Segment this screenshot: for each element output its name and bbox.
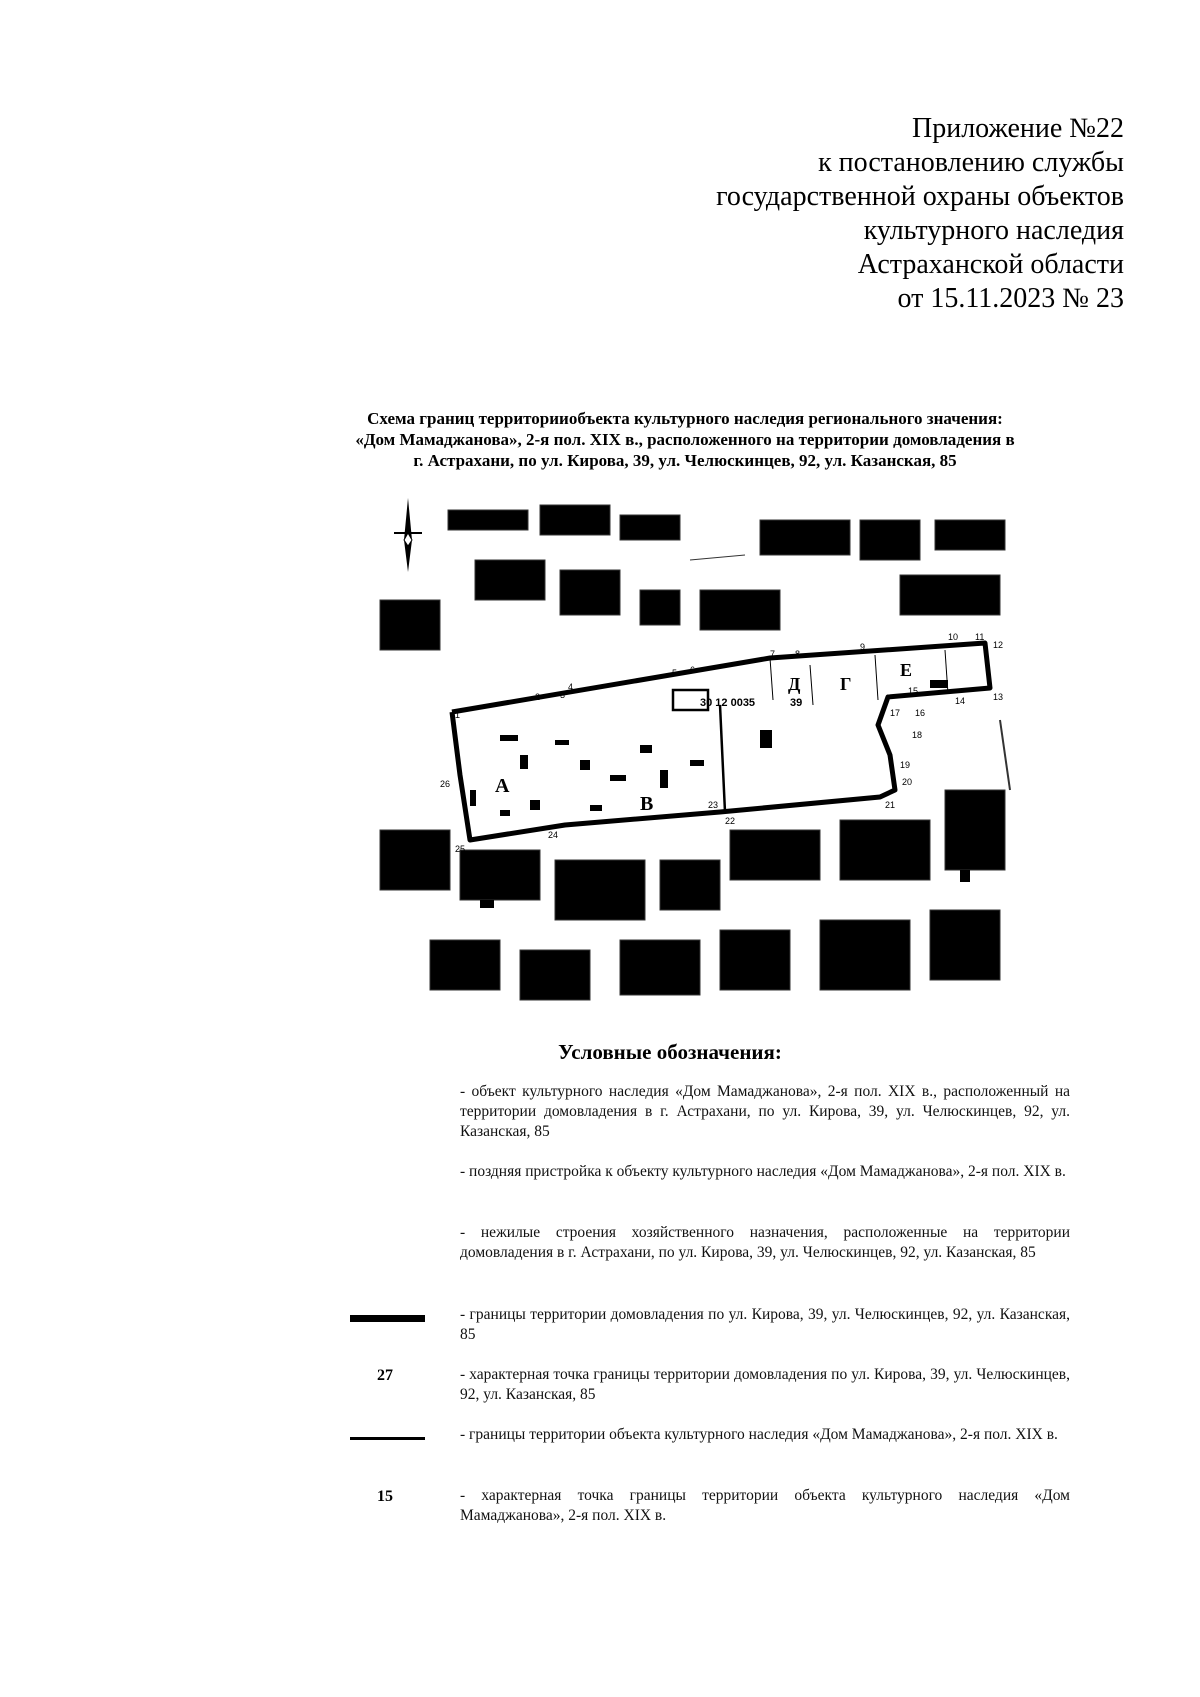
- building-label-a: А: [495, 775, 510, 797]
- point-label: 2: [535, 692, 541, 702]
- appendix-number: Приложение №22: [912, 113, 1124, 144]
- north-arrow-icon: [394, 498, 422, 572]
- building-label-e: Е: [900, 660, 913, 680]
- scheme-title-line: Схема границ территорииобъекта культурного наследия регионального значения:: [367, 409, 1003, 428]
- point-label: 12: [993, 640, 1004, 650]
- legend-text: - нежилые строения хозяйственного назначения, расположенные на территории домовладения в г. Астрахани, по ул. Кирова, 39, ул. Челюскинцев, 92, ул. Казанская, 85: [460, 1224, 1070, 1261]
- point-label: 26: [440, 779, 451, 789]
- legend-symbol: [345, 1162, 425, 1192]
- building-label-g: Г: [840, 674, 852, 694]
- appendix-ref-line: Астраханской области: [857, 249, 1124, 280]
- legend-point-number: 15: [377, 1488, 393, 1505]
- point-number-symbol: [345, 1365, 425, 1395]
- point-label: 3: [560, 690, 566, 700]
- building-label-d: Д: [788, 674, 801, 694]
- point-label: 16: [915, 708, 926, 718]
- legend-text: - объект культурного наследия «Дом Мамаджанова», 2-я пол. XIX в., расположенный на территории домовладения в г. Астрахани, по ул. Кирова, 39, ул. Челюскинцев, 92, ул. Казанская, 85: [460, 1083, 1070, 1140]
- point-number-symbol: [345, 1486, 425, 1516]
- point-label: 9: [860, 642, 866, 652]
- point-label: 24: [548, 830, 559, 840]
- point-label: 18: [912, 730, 923, 740]
- scheme-title-line: «Дом Мамаджанова», 2-я пол. XIX в., расположенного на территории домовладения в: [355, 430, 1015, 449]
- legend-text: - характерная точка границы территории объекта культурного наследия «Дом Мамаджанова», 2-я пол. XIX в.: [460, 1487, 1070, 1524]
- boundary-map: [375, 488, 1025, 1013]
- point-label: 15: [908, 686, 919, 696]
- point-label: 7: [770, 649, 776, 659]
- point-label: 6: [690, 665, 696, 675]
- thin-line-symbol: [345, 1425, 425, 1455]
- legend-text: - границы территории домовладения по ул. Кирова, 39, ул. Челюскинцев, 92, ул. Казанская, 85: [460, 1306, 1070, 1343]
- legend-text: - границы территории объекта культурного наследия «Дом Мамаджанова», 2-я пол. XIX в.: [460, 1426, 1058, 1443]
- thick-line-symbol: [345, 1305, 425, 1335]
- legend-text: - поздняя пристройка к объекту культурного наследия «Дом Мамаджанова», 2-я пол. XIX в.: [460, 1163, 1066, 1180]
- point-label: 25: [455, 844, 466, 854]
- point-label: 19: [900, 760, 911, 770]
- point-label: 17: [890, 708, 901, 718]
- cadastral-number: 30 12 0035: [700, 697, 756, 709]
- cadastral-suffix: 39: [790, 697, 803, 709]
- point-label: 21: [885, 800, 896, 810]
- scheme-title-line: г. Астрахани, по ул. Кирова, 39, ул. Челюскинцев, 92, ул. Казанская, 85: [413, 451, 957, 470]
- legend-title: Условные обозначения:: [558, 1040, 782, 1064]
- point-label: 23: [708, 800, 719, 810]
- legend-symbol: [345, 1223, 425, 1253]
- point-label: 1: [455, 710, 461, 720]
- point-label: 8: [795, 649, 801, 659]
- appendix-date: от 15.11.2023 № 23: [897, 283, 1124, 314]
- point-label: 11: [975, 632, 985, 642]
- point-label: 4: [568, 682, 574, 692]
- point-label: 14: [955, 696, 966, 706]
- appendix-header: [524, 112, 1124, 316]
- point-label: 5: [672, 668, 678, 678]
- building-label-v: В: [640, 793, 654, 815]
- legend-text: - характерная точка границы территории домовладения по ул. Кирова, 39, ул. Челюскинцев, 92, ул. Казанская, 85: [460, 1366, 1070, 1403]
- background-parcels: [380, 505, 1010, 1000]
- legend-symbol: [345, 1082, 425, 1112]
- legend-point-number: 27: [377, 1367, 393, 1384]
- scheme-title: [290, 408, 1080, 471]
- appendix-ref-line: к постановлению службы: [818, 147, 1124, 178]
- point-label: 20: [902, 777, 913, 787]
- point-label: 22: [725, 816, 736, 826]
- appendix-ref-line: государственной охраны объектов: [716, 181, 1124, 212]
- point-label: 10: [948, 632, 959, 642]
- point-label: 13: [993, 692, 1004, 702]
- appendix-ref-line: культурного наследия: [863, 215, 1124, 246]
